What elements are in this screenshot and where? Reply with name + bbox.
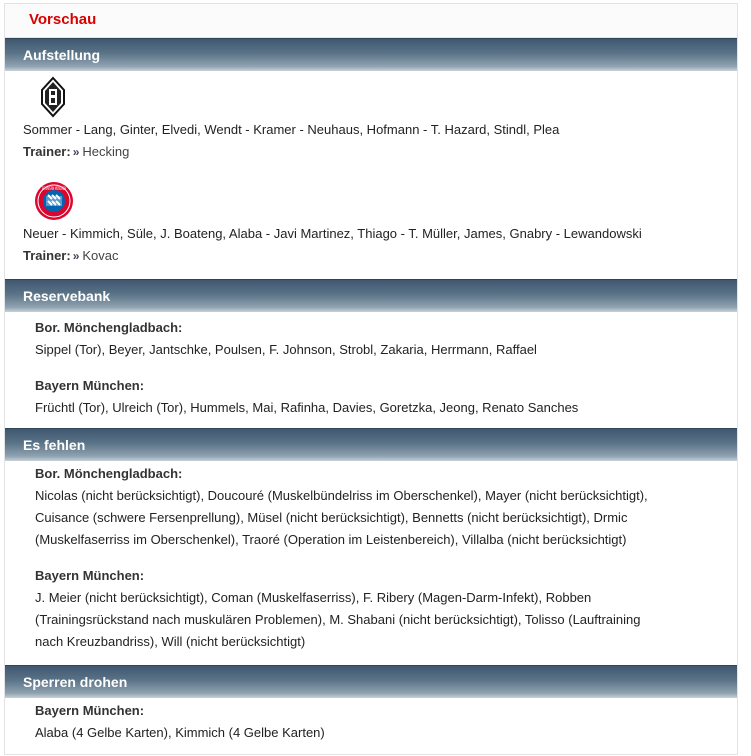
gladbach-crest-icon[interactable]	[38, 77, 68, 117]
gladbach-lineup: Sommer - Lang, Ginter, Elvedi, Wendt - Kramer - Neuhaus, Hofmann - T. Hazard, Stindl, Plea	[23, 122, 560, 137]
double-chevron-right-icon: »	[72, 145, 80, 159]
bayern-trainer-row	[23, 245, 737, 267]
section-header-sperren-drohen: Sperren drohen	[5, 665, 737, 698]
sperren-body	[5, 698, 737, 744]
missing-line: Cuisance (schwere Fersenprellung), Müsel (nicht berücksichtigt), Bennetts (nicht berücksichtigt), Drmic	[35, 510, 628, 525]
gladbach-trainer-row	[23, 141, 737, 163]
section-header-es-fehlen: Es fehlen	[5, 428, 737, 461]
section-header-reservebank: Reservebank	[5, 279, 737, 312]
suspension-list: Alaba (4 Gelbe Karten), Kimmich (4 Gelbe Karten)	[35, 725, 325, 740]
es-fehlen-body	[5, 461, 737, 665]
double-chevron-right-icon: »	[72, 249, 80, 263]
preview-panel	[4, 3, 738, 755]
team-label: Bayern München:	[35, 378, 145, 393]
section-header-aufstellung: Aufstellung	[5, 38, 737, 71]
bayern-crest-icon[interactable]	[34, 181, 74, 221]
missing-line: (Muskelfaserriss im Oberschenkel), Traoré (Operation im Leistenbereich), Villalba (nicht berücksichtigt)	[35, 532, 627, 547]
reserve-list: Sippel (Tor), Beyer, Jantschke, Poulsen, F. Johnson, Strobl, Zakaria, Herrmann, Raffael	[35, 342, 537, 357]
lineup-body	[5, 71, 737, 279]
team-label: Bayern München:	[35, 703, 145, 718]
missing-line: nach Kreuzbandriss), Will (nicht berücksichtigt)	[35, 634, 306, 649]
reservebank-body	[5, 312, 737, 428]
page-title: Vorschau	[5, 4, 737, 38]
missing-line: Nicolas (nicht berücksichtigt), Doucouré (Muskelbündelriss im Oberschenkel), Mayer (nicht berücksichtigt),	[35, 488, 648, 503]
team-label: Bor. Mönchengladbach:	[35, 320, 183, 335]
team-label: Bayern München:	[35, 568, 145, 583]
bayern-crest-text: FC BAYERN MÜNCHEN	[42, 186, 66, 191]
missing-line: J. Meier (nicht berücksichtigt), Coman (Muskelfaserriss), F. Ribery (Magen-Darm-Infekt), Robben	[35, 590, 592, 605]
reserve-list: Früchtl (Tor), Ulreich (Tor), Hummels, Mai, Rafinha, Davies, Goretzka, Jeong, Renato Sanches	[35, 400, 579, 415]
team-label: Bor. Mönchengladbach:	[35, 466, 183, 481]
missing-line: (Trainingsrückstand nach muskulären Problemen), M. Shabani (nicht berücksichtigt), Tolisso (Lauftraining	[35, 612, 641, 627]
bayern-lineup: Neuer - Kimmich, Süle, J. Boateng, Alaba - Javi Martinez, Thiago - T. Müller, James, Gnabry - Lewandowski	[23, 226, 642, 241]
trainer-label: Trainer:	[23, 144, 71, 159]
bayern-trainer-link[interactable]: Kovac	[82, 248, 119, 263]
trainer-label: Trainer:	[23, 248, 71, 263]
gladbach-trainer-link[interactable]: Hecking	[82, 144, 130, 159]
